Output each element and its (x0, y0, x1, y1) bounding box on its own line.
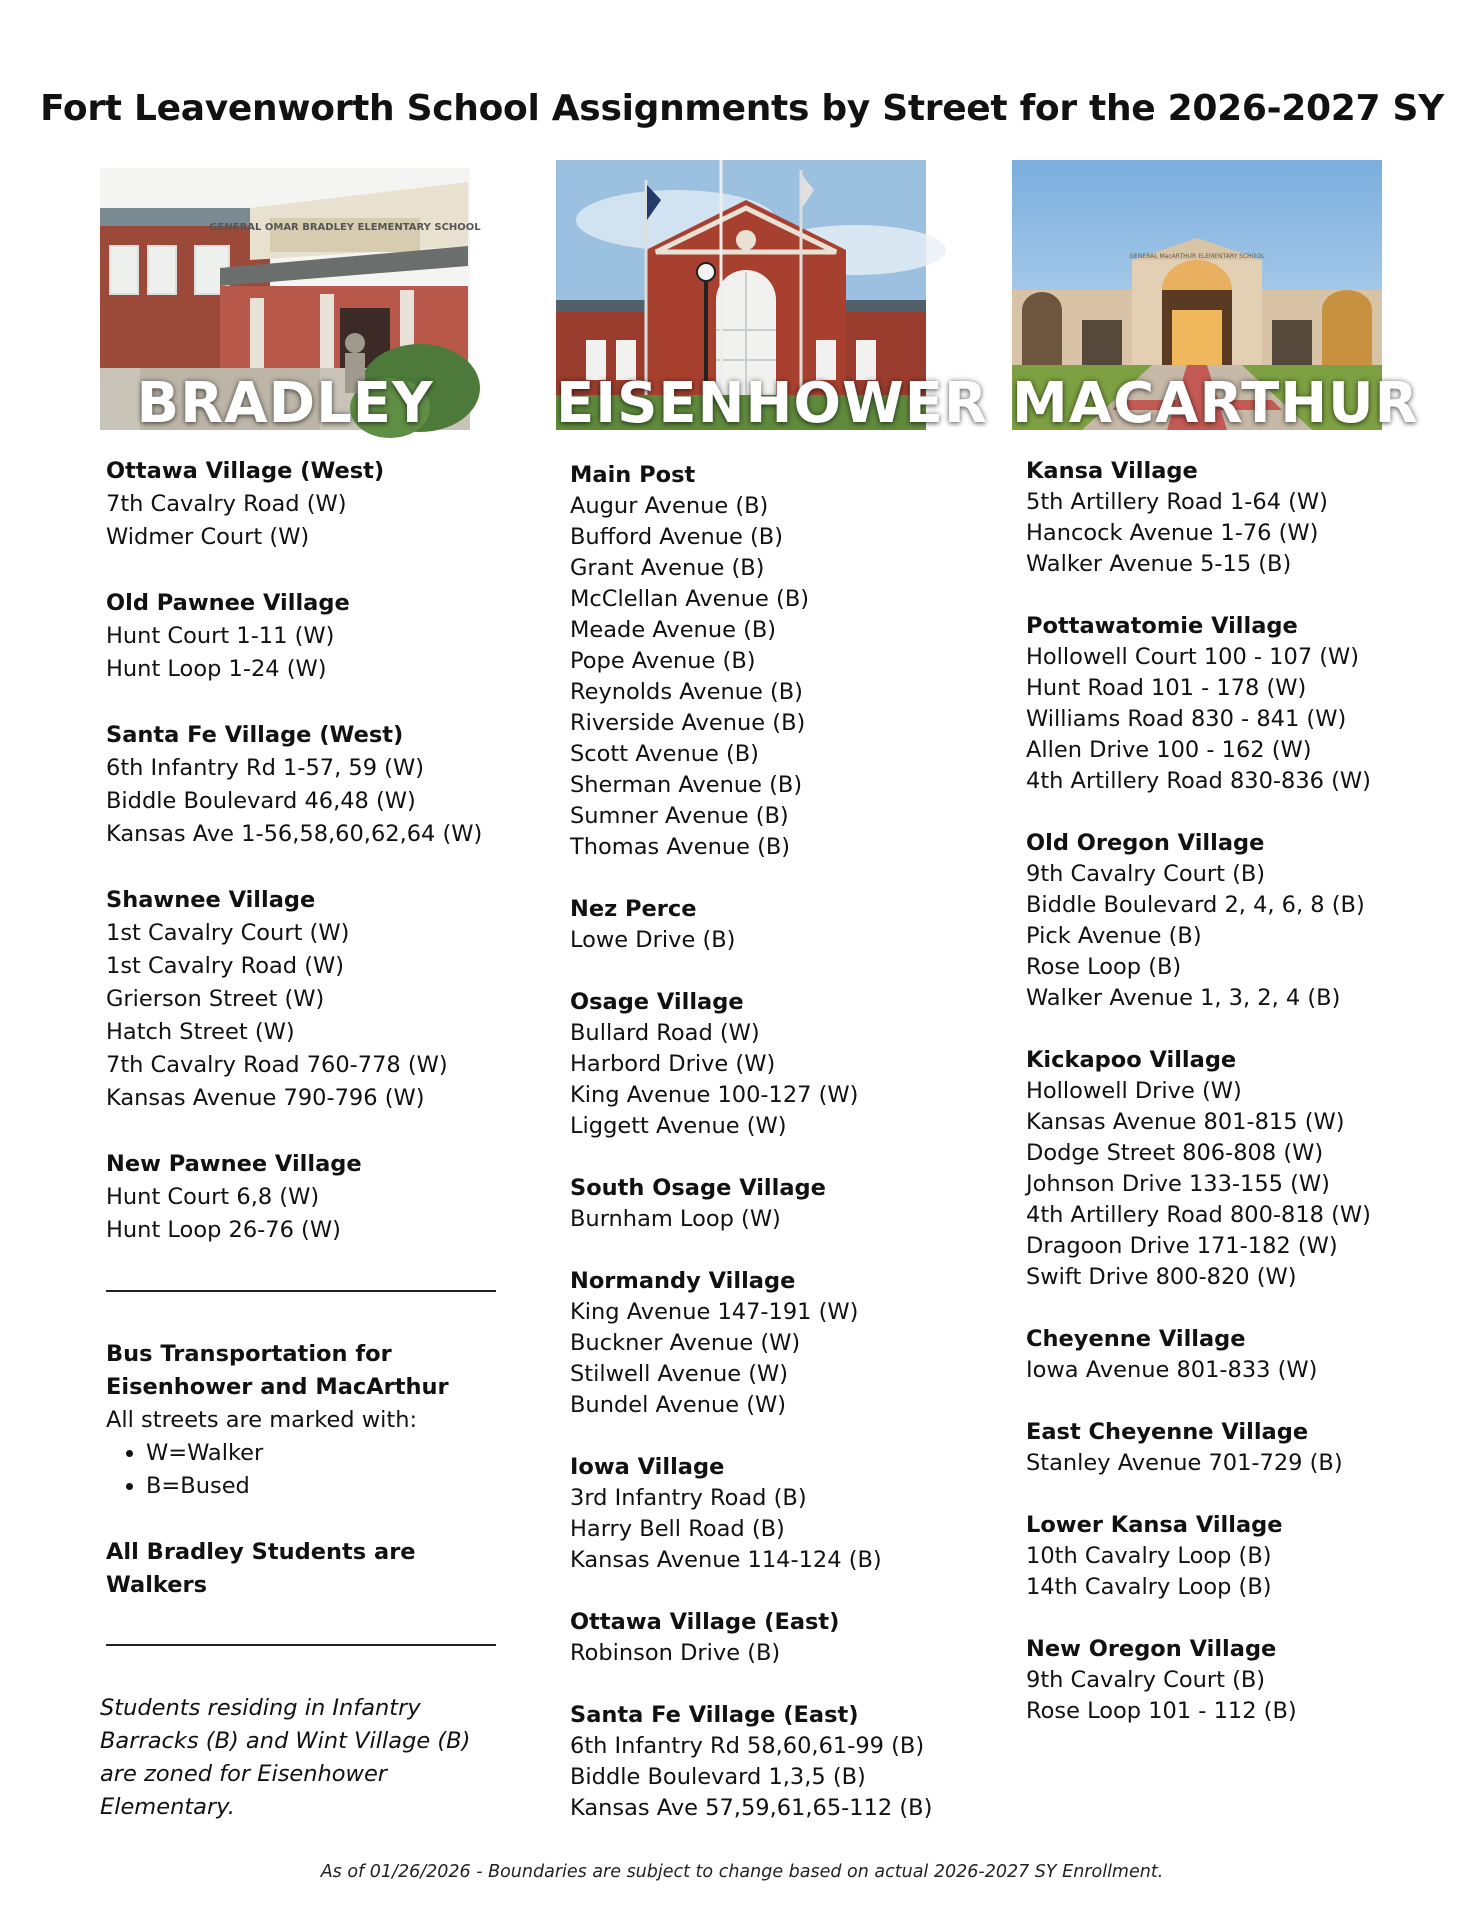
street-item: 5th Artillery Road 1-64 (W) (1026, 489, 1328, 515)
eisenhower-school-photo (556, 160, 989, 436)
street-item: Bufford Avenue (B) (570, 524, 783, 550)
street-item: Hunt Court 1-11 (W) (106, 623, 335, 649)
village-title: Cheyenne Village (1026, 1326, 1246, 1352)
street-item: Hunt Road 101 - 178 (W) (1026, 675, 1307, 701)
street-group (570, 987, 990, 1142)
village-title: Iowa Village (570, 1454, 725, 1480)
street-item: Iowa Avenue 801-833 (W) (1026, 1357, 1318, 1383)
street-item: Stanley Avenue 701-729 (B) (1026, 1450, 1343, 1476)
street-item: Kansas Ave 57,59,61,65-112 (B) (570, 1795, 933, 1821)
street-item: King Avenue 100-127 (W) (570, 1082, 859, 1108)
village-title: Santa Fe Village (West) (106, 722, 404, 748)
street-item: Hollowell Court 100 - 107 (W) (1026, 644, 1360, 670)
street-item: Kansas Avenue 790-796 (W) (106, 1085, 425, 1111)
village-title: Ottawa Village (East) (570, 1609, 840, 1635)
street-item: Williams Road 830 - 841 (W) (1026, 706, 1347, 732)
street-item: Biddle Boulevard 1,3,5 (B) (570, 1764, 866, 1790)
street-item: Buckner Avenue (W) (570, 1330, 801, 1356)
street-item: Kansas Ave 1-56,58,60,62,64 (W) (106, 821, 483, 847)
street-item: Hunt Loop 1-24 (W) (106, 656, 327, 682)
village-title: Osage Village (570, 989, 744, 1015)
legend-item-walker: • W=Walker (146, 1437, 506, 1470)
village-title: Lower Kansa Village (1026, 1512, 1283, 1538)
street-item: Walker Avenue 5-15 (B) (1026, 551, 1292, 577)
street-item: Stilwell Avenue (W) (570, 1361, 789, 1387)
street-item: 4th Artillery Road 830-836 (W) (1026, 768, 1371, 794)
street-item: 7th Cavalry Road (W) (106, 491, 347, 517)
street-item: 7th Cavalry Road 760-778 (W) (106, 1052, 448, 1078)
street-group (570, 1607, 990, 1669)
street-item: Augur Avenue (B) (570, 493, 769, 519)
village-title: Shawnee Village (106, 887, 316, 913)
legend-list (106, 1437, 506, 1503)
macarthur-street-list (1026, 456, 1466, 1727)
street-item: Riverside Avenue (B) (570, 710, 806, 736)
street-item: 9th Cavalry Court (B) (1026, 861, 1266, 887)
street-item: Grierson Street (W) (106, 986, 325, 1012)
street-item: Hatch Street (W) (106, 1019, 295, 1045)
transport-intro: All streets are marked with: (106, 1407, 418, 1433)
bradley-walkers-note: All Bradley Students are (106, 1539, 416, 1565)
street-item: Lowe Drive (B) (570, 927, 736, 953)
street-item: 3rd Infantry Road (B) (570, 1485, 807, 1511)
transport-legend (106, 1338, 506, 1602)
eisenhower-school-name: EISENHOWER (556, 371, 989, 436)
street-item: Biddle Boulevard 2, 4, 6, 8 (B) (1026, 892, 1365, 918)
street-item: 1st Cavalry Road (W) (106, 953, 344, 979)
street-item: 4th Artillery Road 800-818 (W) (1026, 1202, 1371, 1228)
street-group (106, 719, 506, 851)
macarthur-school-name: MACARTHUR (1012, 371, 1419, 436)
street-item: Dragoon Drive 171-182 (W) (1026, 1233, 1338, 1259)
street-item: Kansas Avenue 801-815 (W) (1026, 1109, 1345, 1135)
divider-line (106, 1290, 496, 1292)
village-title: Old Pawnee Village (106, 590, 350, 616)
street-item: 14th Cavalry Loop (B) (1026, 1574, 1272, 1600)
street-group (570, 1452, 990, 1576)
bradley-street-list (106, 455, 506, 1247)
street-item: Pope Avenue (B) (570, 648, 756, 674)
village-title: Normandy Village (570, 1268, 796, 1294)
street-item: Sherman Avenue (B) (570, 772, 803, 798)
street-item: Burnham Loop (W) (570, 1206, 781, 1232)
street-item: Bullard Road (W) (570, 1020, 760, 1046)
street-item: Harry Bell Road (B) (570, 1516, 785, 1542)
street-group (1026, 456, 1466, 580)
village-title: Old Oregon Village (1026, 830, 1265, 856)
village-title: Main Post (570, 462, 696, 488)
macarthur-sign-text: GENERAL MacARTHUR ELEMENTARY SCHOOL (1129, 253, 1265, 260)
street-item: Thomas Avenue (B) (570, 834, 791, 860)
zoning-note-line: are zoned for Eisenhower (100, 1761, 388, 1787)
village-title: East Cheyenne Village (1026, 1419, 1309, 1445)
village-title: New Oregon Village (1026, 1636, 1277, 1662)
bradley-school-photo (100, 168, 481, 436)
street-item: King Avenue 147-191 (W) (570, 1299, 859, 1325)
village-title: Santa Fe Village (East) (570, 1702, 859, 1728)
street-item: Harbord Drive (W) (570, 1051, 776, 1077)
street-item: Swift Drive 800-820 (W) (1026, 1264, 1297, 1290)
street-group (570, 894, 990, 956)
street-item: Biddle Boulevard 46,48 (W) (106, 788, 416, 814)
street-item: Allen Drive 100 - 162 (W) (1026, 737, 1312, 763)
street-item: Johnson Drive 133-155 (W) (1026, 1171, 1330, 1197)
transport-heading: Eisenhower and MacArthur (106, 1374, 449, 1400)
street-item: Rose Loop (B) (1026, 954, 1182, 980)
street-item: Widmer Court (W) (106, 524, 310, 550)
street-item: Pick Avenue (B) (1026, 923, 1202, 949)
village-title: New Pawnee Village (106, 1151, 362, 1177)
street-item: Hancock Avenue 1-76 (W) (1026, 520, 1319, 546)
street-item: Rose Loop 101 - 112 (B) (1026, 1698, 1297, 1724)
street-item: Robinson Drive (B) (570, 1640, 781, 1666)
street-group (1026, 1634, 1466, 1727)
street-item: Meade Avenue (B) (570, 617, 777, 643)
divider-line (106, 1644, 496, 1646)
page-title: Fort Leavenworth School Assignments by Street for the 2026-2027 SY (40, 88, 1444, 129)
street-item: Walker Avenue 1, 3, 2, 4 (B) (1026, 985, 1341, 1011)
street-item: 9th Cavalry Court (B) (1026, 1667, 1266, 1693)
street-item: 6th Infantry Rd 1-57, 59 (W) (106, 755, 424, 781)
zoning-note-line: Barracks (B) and Wint Village (B) (100, 1728, 471, 1754)
village-title: Ottawa Village (West) (106, 458, 385, 484)
street-item: Liggett Avenue (W) (570, 1113, 787, 1139)
street-item: Grant Avenue (B) (570, 555, 765, 581)
street-item: Scott Avenue (B) (570, 741, 759, 767)
village-title: Nez Perce (570, 896, 697, 922)
bradley-school-name: BRADLEY (136, 371, 434, 436)
street-group (106, 884, 506, 1115)
street-group (570, 460, 990, 863)
street-item: 6th Infantry Rd 58,60,61-99 (B) (570, 1733, 925, 1759)
street-item: Bundel Avenue (W) (570, 1392, 787, 1418)
street-group (570, 1266, 990, 1421)
street-item: Hollowell Drive (W) (1026, 1078, 1242, 1104)
street-item: Sumner Avenue (B) (570, 803, 789, 829)
page-footer: As of 01/26/2026 - Boundaries are subject to change based on actual 2026-2027 SY Enrollment. (320, 1862, 1164, 1882)
street-group (106, 455, 506, 554)
street-group (1026, 611, 1466, 797)
street-item: Dodge Street 806-808 (W) (1026, 1140, 1324, 1166)
street-item: Kansas Avenue 114-124 (B) (570, 1547, 882, 1573)
bradley-walkers-note: Walkers (106, 1572, 208, 1598)
village-title: South Osage Village (570, 1175, 826, 1201)
zoning-note-line: Elementary. (100, 1794, 235, 1820)
street-item: 10th Cavalry Loop (B) (1026, 1543, 1272, 1569)
street-group (570, 1700, 990, 1824)
transport-heading: Bus Transportation for (106, 1341, 392, 1367)
legend-item-bused: • B=Bused (146, 1470, 506, 1503)
village-title: Kickapoo Village (1026, 1047, 1237, 1073)
street-group (1026, 1045, 1466, 1293)
zoning-note (100, 1692, 520, 1824)
street-group (106, 587, 506, 686)
street-group (1026, 1510, 1466, 1603)
street-group (570, 1173, 990, 1235)
macarthur-school-photo (1012, 160, 1419, 436)
street-item: McClellan Avenue (B) (570, 586, 810, 612)
zoning-note-line: Students residing in Infantry (100, 1695, 421, 1721)
street-group (1026, 1324, 1466, 1386)
street-item: Hunt Loop 26-76 (W) (106, 1217, 341, 1243)
village-title: Pottawatomie Village (1026, 613, 1298, 639)
village-title: Kansa Village (1026, 458, 1198, 484)
street-item: Hunt Court 6,8 (W) (106, 1184, 320, 1210)
eisenhower-street-list (570, 460, 990, 1824)
street-item: Reynolds Avenue (B) (570, 679, 803, 705)
street-item: 1st Cavalry Court (W) (106, 920, 350, 946)
street-group (106, 1148, 506, 1247)
street-group (1026, 1417, 1466, 1479)
street-group (1026, 828, 1466, 1014)
bradley-sign-text: GENERAL OMAR BRADLEY ELEMENTARY SCHOOL (209, 222, 481, 233)
